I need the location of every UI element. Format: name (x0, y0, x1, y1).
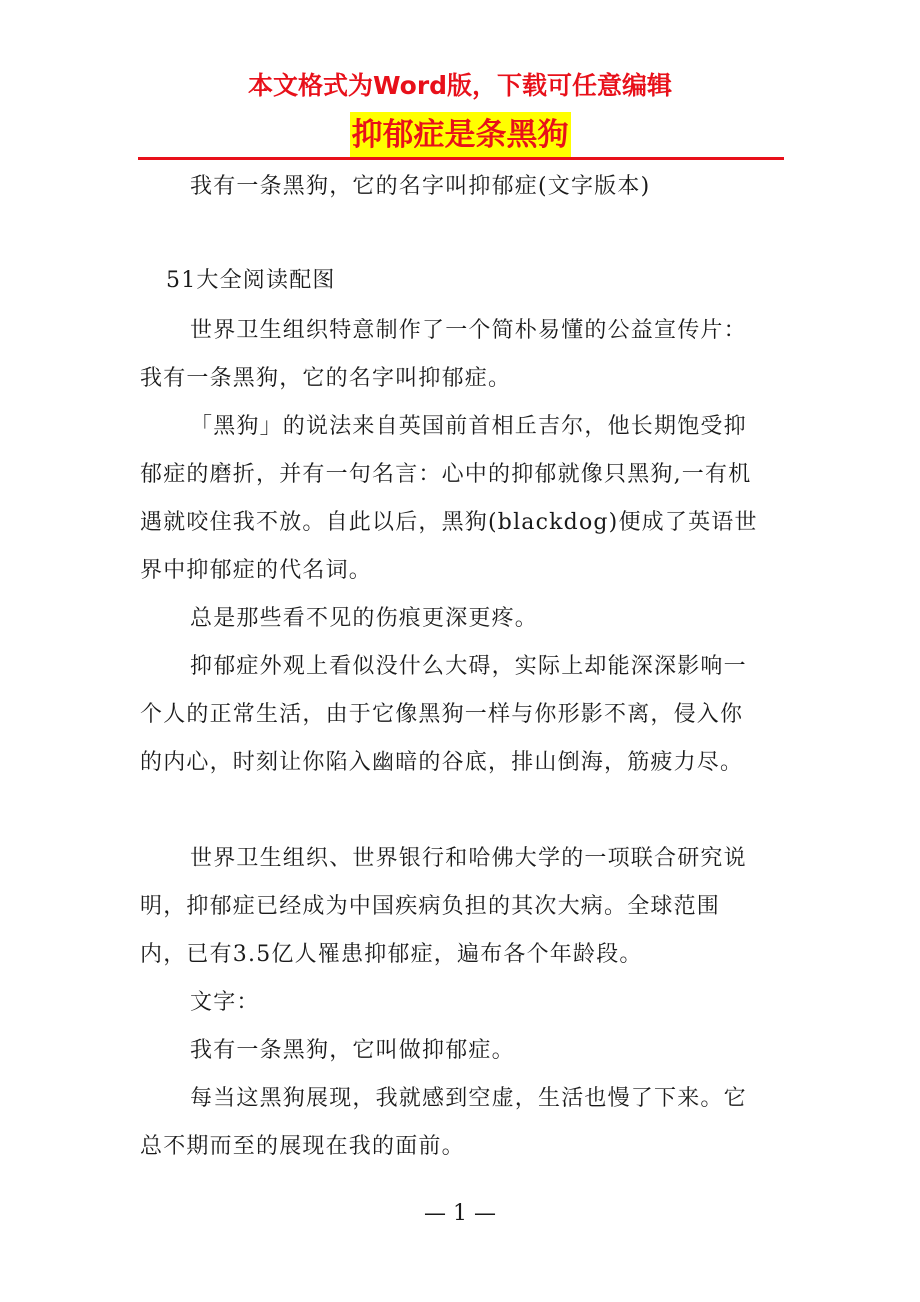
document-banner: 本文格式为Word版，下载可任意编辑 (247, 71, 673, 100)
paragraph: 抑郁症外观上看似没什么大碍，实际上却能深深影响一个人的正常生活，由于它像黑狗一样与你形影不离，侵入你的内心，时刻让你陷入幽暗的谷底，排山倒海，筋疲力尽。 (140, 654, 747, 775)
paragraph-caption: 51大全阅读配图 (166, 268, 336, 293)
paragraph: 文字： (190, 990, 260, 1015)
paragraph: 「黑狗」的说法来自英国前首相丘吉尔，他长期饱受抑郁症的磨折，并有一句名言：心中的抑郁就像只黑狗,一有机遇就咬住我不放。自此以后，黑狗(blackdog)便成了英语世界中抑郁症的代名词。 (140, 414, 758, 583)
paragraph-subtitle: 我有一条黑狗，它的名字叫抑郁症(文字版本) (190, 174, 651, 199)
page-number: — 1 — (424, 1201, 496, 1226)
title-wrapper (0, 112, 920, 158)
paragraph: 世界卫生组织特意制作了一个简朴易懂的公益宣传片：我有一条黑狗，它的名字叫抑郁症。 (140, 318, 747, 391)
document-title: 抑郁症是条黑狗 (350, 112, 571, 158)
paragraph: 总是那些看不见的伤痕更深更疼。 (190, 606, 539, 631)
paragraph: 世界卫生组织、世界银行和哈佛大学的一项联合研究说明，抑郁症已经成为中国疾病负担的其次大病。全球范围内，已有3.5亿人罹患抑郁症，遍布各个年龄段。 (140, 846, 747, 967)
paragraph: 我有一条黑狗，它叫做抑郁症。 (190, 1038, 515, 1063)
title-divider (138, 157, 784, 160)
paragraph: 每当这黑狗展现，我就感到空虚，生活也慢了下来。它总不期而至的展现在我的面前。 (140, 1086, 747, 1159)
